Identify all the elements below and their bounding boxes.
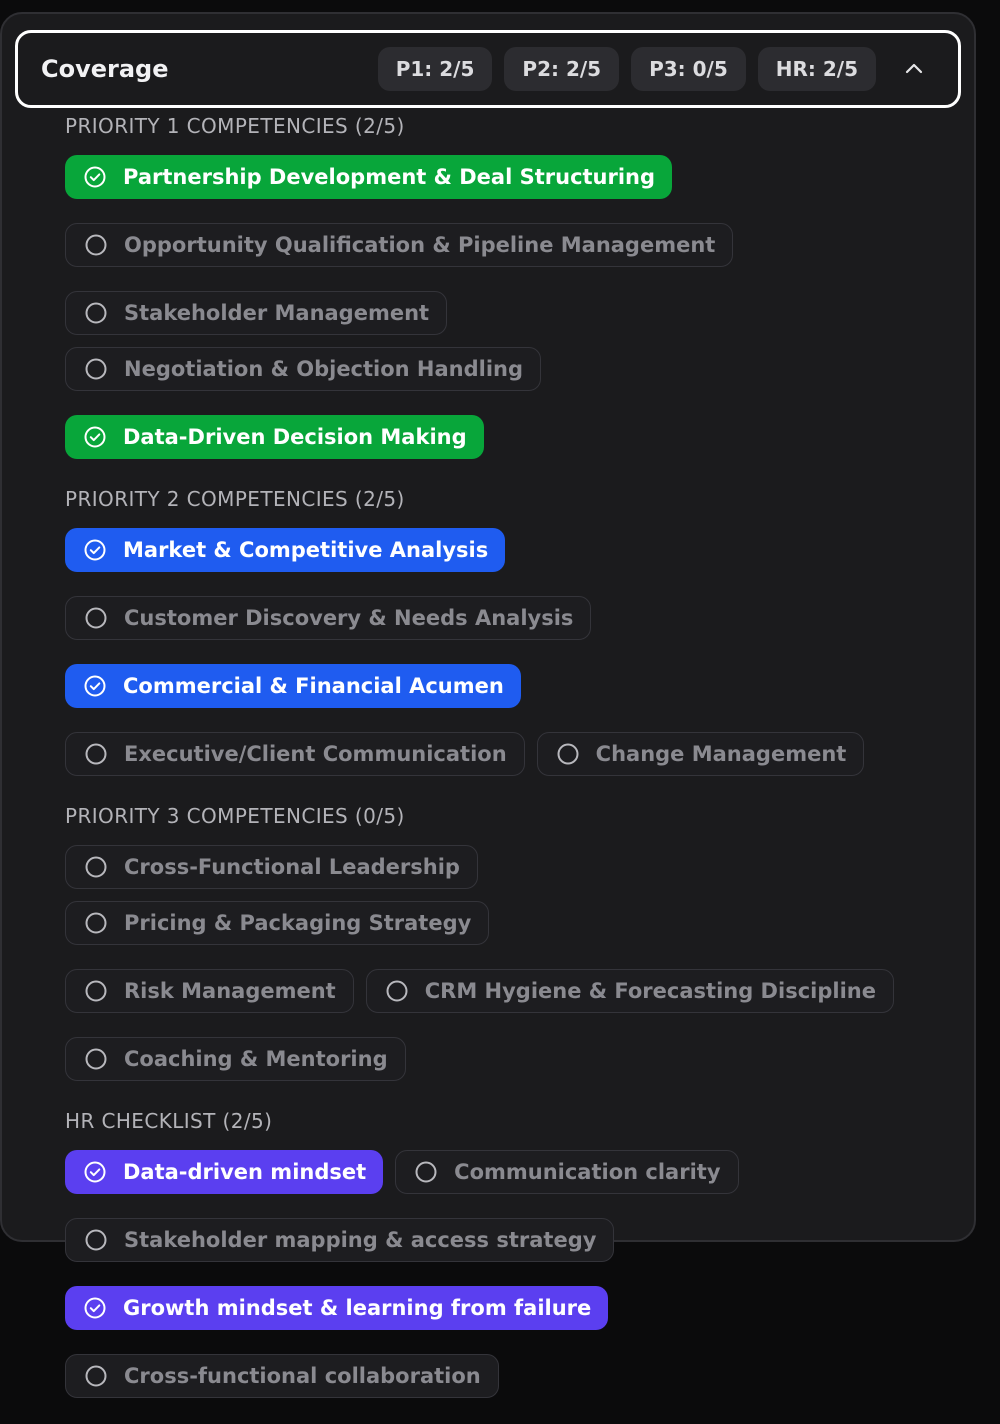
empty-circle-icon [84,357,108,381]
competency-chip[interactable] [366,969,894,1013]
hr-checklist-chip[interactable] [65,1150,383,1194]
section-priority-2 [65,485,945,776]
empty-circle-icon [84,911,108,935]
coverage-title: Coverage [41,55,169,83]
section-title: PRIORITY 2 COMPETENCIES (2/5) [65,487,405,511]
chip-label: Negotiation & Objection Handling [124,357,524,381]
check-circle-icon [83,425,107,449]
chip-label: Customer Discovery & Needs Analysis [124,606,574,630]
empty-circle-icon [414,1160,438,1184]
hr-checklist-chip[interactable] [395,1150,738,1194]
section-title: PRIORITY 1 COMPETENCIES (2/5) [65,114,405,138]
hr-checklist-chip[interactable] [65,1286,608,1330]
chip-label: CRM Hygiene & Forecasting Discipline [424,979,876,1003]
hr-count-badge: HR: 2/5 [758,47,876,91]
coverage-content [65,112,945,1424]
chip-label: Partnership Development & Deal Structuring [123,165,656,189]
chip-label: Commercial & Financial Acumen [123,674,504,698]
empty-circle-icon [84,301,108,325]
competency-chip[interactable] [65,223,733,267]
competency-chip[interactable] [65,291,447,335]
section-priority-1 [65,112,945,459]
chip-label: Data-driven mindset [123,1160,367,1184]
hr-checklist-chip[interactable] [65,1218,614,1262]
chip-label: Communication clarity [454,1160,721,1184]
chip-label: Change Management [595,742,847,766]
competency-chip[interactable] [65,664,521,708]
chip-label: Cross-functional collaboration [124,1364,481,1388]
empty-circle-icon [84,606,108,630]
empty-circle-icon [556,742,580,766]
empty-circle-icon [84,742,108,766]
section-priority-3 [65,802,945,1081]
empty-circle-icon [84,1228,108,1252]
competency-chip[interactable] [65,1037,406,1081]
competency-chip[interactable] [65,845,478,889]
empty-circle-icon [385,979,409,1003]
competency-chip[interactable] [537,732,865,776]
check-circle-icon [83,1296,107,1320]
competency-chip[interactable] [65,415,484,459]
empty-circle-icon [84,233,108,257]
p3-count-badge: P3: 0/5 [631,47,746,91]
check-circle-icon [83,674,107,698]
check-circle-icon [83,538,107,562]
competency-chip[interactable] [65,596,591,640]
empty-circle-icon [84,979,108,1003]
p2-count-badge: P2: 2/5 [504,47,619,91]
chip-label: Risk Management [124,979,336,1003]
empty-circle-icon [84,1047,108,1071]
coverage-badges [378,47,934,91]
chip-label: Growth mindset & learning from failure [123,1296,592,1320]
competency-chip[interactable] [65,901,489,945]
competency-chip[interactable] [65,528,505,572]
chevron-up-icon[interactable] [894,49,934,89]
competency-chip[interactable] [65,347,541,391]
chip-label: Pricing & Packaging Strategy [124,911,472,935]
hr-checklist-chip[interactable] [65,1354,499,1398]
p1-count-badge: P1: 2/5 [378,47,493,91]
empty-circle-icon [84,1364,108,1388]
coverage-header[interactable] [15,30,961,108]
competency-chip[interactable] [65,969,354,1013]
chip-label: Stakeholder Management [124,301,430,325]
chip-label: Opportunity Qualification & Pipeline Management [124,233,716,257]
check-circle-icon [83,165,107,189]
empty-circle-icon [84,855,108,879]
section-title: PRIORITY 3 COMPETENCIES (0/5) [65,804,405,828]
chip-label: Data-Driven Decision Making [123,425,467,449]
check-circle-icon [83,1160,107,1184]
competency-chip[interactable] [65,732,525,776]
chip-label: Executive/Client Communication [124,742,507,766]
section-title: HR CHECKLIST (2/5) [65,1109,273,1133]
competency-chip[interactable] [65,155,672,199]
chip-label: Coaching & Mentoring [124,1047,388,1071]
chip-label: Market & Competitive Analysis [123,538,489,562]
chip-label: Cross-Functional Leadership [124,855,460,879]
chip-label: Stakeholder mapping & access strategy [124,1228,597,1252]
section-hr-checklist [65,1107,945,1398]
